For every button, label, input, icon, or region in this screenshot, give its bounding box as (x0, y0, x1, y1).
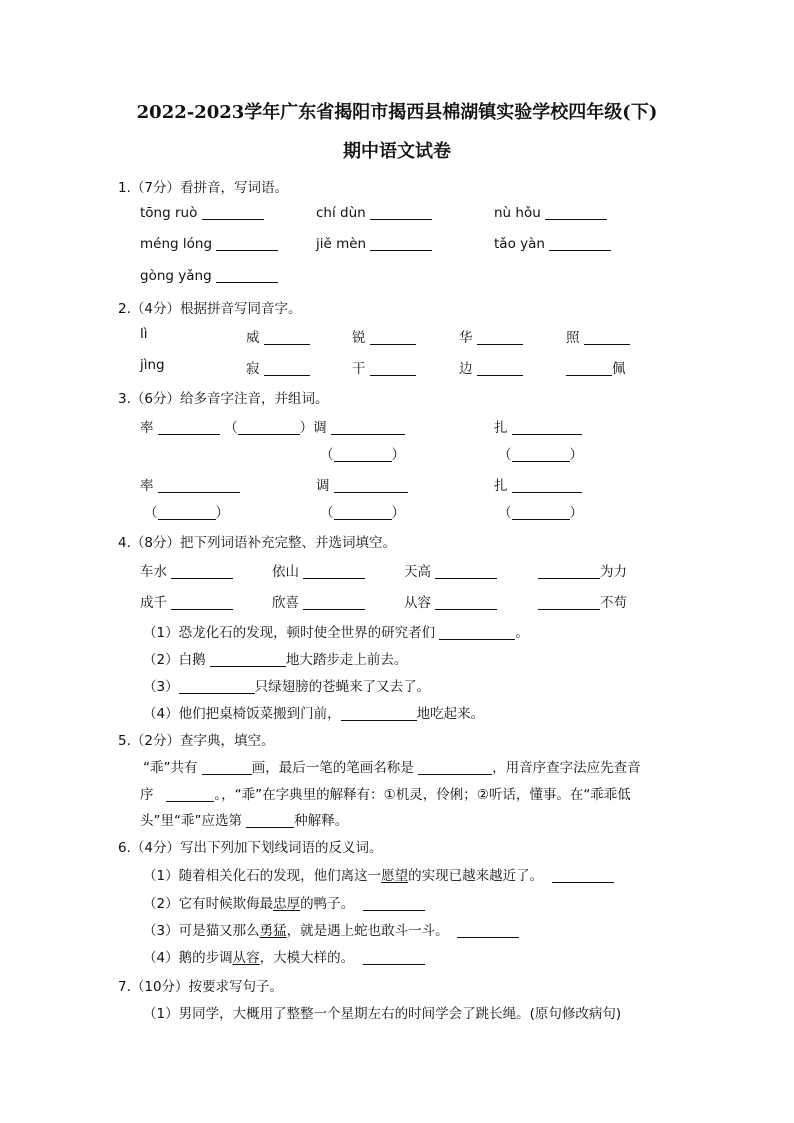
answer-blank[interactable] (370, 237, 432, 252)
q1-item-4: méng lóng (140, 236, 278, 252)
answer-blank[interactable] (477, 362, 523, 377)
answer-blank[interactable] (552, 869, 614, 884)
question-4-stem: 4.（8分）把下列词语补充完整、并选词填空。 (118, 535, 396, 551)
answer-blank[interactable] (370, 206, 432, 221)
answer-blank[interactable] (334, 448, 392, 463)
q3-char-za: 扎 (494, 474, 582, 494)
q3-paren: （ ） (144, 505, 229, 521)
answer-blank[interactable] (216, 237, 278, 252)
q1-item-6: tǎo yàn (494, 236, 611, 252)
answer-blank[interactable] (418, 761, 492, 776)
question-3-stem: 3.（6分）给多音字注音，并组词。 (118, 391, 329, 407)
answer-blank[interactable] (166, 788, 214, 803)
answer-blank[interactable] (477, 331, 523, 346)
question-6-stem: 6.（4分）写出下列加下划线词语的反义词。 (118, 840, 383, 856)
q4-idiom: 天高 (404, 560, 497, 580)
answer-blank[interactable] (545, 206, 607, 221)
q2-row1-item: 照 (566, 326, 630, 346)
q4-sentence-4: （4）他们把桌椅饭菜搬到门前， 地吃起来。 (143, 706, 485, 722)
q1-item-1: tōng ruò (140, 205, 264, 221)
q5-line-3: 头”里“乖”应选第 种解释。 (140, 813, 349, 829)
exam-title-line2: 期中语文试卷 (343, 141, 451, 162)
answer-blank[interactable] (303, 596, 365, 611)
q6-sentence-3: （3）可是猫又那么勇猛，就是遇上蛇也敢斗一斗。 (143, 919, 519, 939)
q2-row2-item: 边 (459, 357, 523, 377)
answer-blank[interactable] (171, 596, 233, 611)
answer-blank[interactable] (210, 653, 286, 668)
q2-row2-item: 干 (352, 357, 416, 377)
q1-item-3: nù hǒu (494, 205, 607, 221)
q7-sentence-1: （1）男同学，大概用了整整一个星期左右的时间学会了跳长绳。(原句修改病句) (143, 1006, 622, 1022)
answer-blank[interactable] (202, 206, 264, 221)
answer-blank[interactable] (363, 951, 425, 966)
q6-sentence-1: （1）随着相关化石的发现，他们离这一愿望的实现已越来越近了。 (143, 864, 614, 884)
answer-blank[interactable] (171, 565, 233, 580)
answer-blank[interactable] (334, 506, 392, 521)
answer-blank[interactable] (331, 421, 405, 436)
q5-line-2: 序 。，“乖”在字典里的解释有：①机灵，伶俐；②听话，懂事。在“乖乖低 (140, 787, 631, 803)
question-7-stem: 7.（10分）按要求写句子。 (118, 979, 284, 995)
q2-row2-item: 佩 (566, 357, 626, 377)
q4-idiom: 不苟 (538, 591, 627, 611)
answer-blank[interactable] (202, 761, 252, 776)
question-2-stem: 2.（4分）根据拼音写同音字。 (118, 301, 302, 317)
q4-idiom: 成千 (140, 591, 233, 611)
q2-pinyin-li: lì (140, 326, 148, 342)
answer-blank[interactable] (216, 269, 278, 284)
answer-blank[interactable] (512, 479, 582, 494)
q4-idiom: 依山 (272, 560, 365, 580)
q2-row1-item: 锐 (352, 326, 416, 346)
answer-blank[interactable] (370, 331, 416, 346)
q1-item-7: gòng yǎng (140, 268, 278, 284)
q3-paren: （ ） (498, 447, 583, 463)
q3-paren: （ ） (498, 505, 583, 521)
answer-blank[interactable] (334, 479, 408, 494)
q6-sentence-4: （4）鹅的步调从容，大模大样的。 (143, 946, 425, 966)
q2-row1-item: 华 (459, 326, 523, 346)
answer-blank[interactable] (512, 448, 570, 463)
answer-blank[interactable] (584, 331, 630, 346)
q2-pinyin-jing: jìng (140, 357, 165, 373)
answer-blank[interactable] (303, 565, 365, 580)
answer-blank[interactable] (370, 362, 416, 377)
answer-blank[interactable] (538, 565, 600, 580)
q3-char-shuai: 率 (140, 474, 240, 494)
answer-blank[interactable] (457, 924, 519, 939)
answer-blank[interactable] (566, 362, 612, 377)
answer-blank[interactable] (549, 237, 611, 252)
q1-item-5: jiě mèn (316, 236, 432, 252)
answer-blank[interactable] (435, 596, 497, 611)
q6-sentence-2: （2）它有时候欺侮最忠厚的鸭子。 (143, 892, 425, 912)
q3-paren: （ ） (320, 447, 405, 463)
q1-item-2: chí dùn (316, 205, 432, 221)
q5-line-1: “乖”共有 画，最后一笔的笔画名称是 ，用音序查字法应先查音 (143, 760, 641, 776)
q4-idiom: 为力 (538, 560, 627, 580)
answer-blank[interactable] (238, 421, 300, 436)
answer-blank[interactable] (179, 680, 255, 695)
answer-blank[interactable] (435, 565, 497, 580)
answer-blank[interactable] (246, 814, 294, 829)
q4-sentence-2: （2）白鹅 地大踏步走上前去。 (143, 652, 408, 668)
answer-blank[interactable] (512, 506, 570, 521)
answer-blank[interactable] (158, 421, 220, 436)
answer-blank[interactable] (264, 362, 310, 377)
q2-row1-item: 威 (246, 326, 310, 346)
exam-title-line1: 2022-2023学年广东省揭阳市揭西县棉湖镇实验学校四年级(下) (136, 102, 658, 123)
answer-blank[interactable] (341, 707, 417, 722)
question-1-stem: 1.（7分）看拼音，写词语。 (118, 180, 288, 196)
answer-blank[interactable] (363, 897, 425, 912)
answer-blank[interactable] (439, 626, 515, 641)
answer-blank[interactable] (158, 506, 216, 521)
answer-blank[interactable] (538, 596, 600, 611)
q4-sentence-3: （3） 只绿翅膀的苍蝇来了又去了。 (143, 679, 431, 695)
q3-char-diao: 调 (316, 474, 408, 494)
q4-idiom: 从容 (404, 591, 497, 611)
q3-paren: （ ） (320, 505, 405, 521)
q2-row2-item: 寂 (246, 357, 310, 377)
answer-blank[interactable] (158, 479, 240, 494)
q3-char-lv: 率 （ ）调 (140, 416, 405, 436)
q3-char-zha: 扎 (494, 416, 582, 436)
answer-blank[interactable] (264, 331, 310, 346)
question-5-stem: 5.（2分）查字典，填空。 (118, 733, 275, 749)
q4-idiom: 车水 (140, 560, 233, 580)
q4-sentence-1: （1）恐龙化石的发现，顿时使全世界的研究者们 。 (143, 625, 529, 641)
answer-blank[interactable] (512, 421, 582, 436)
q4-idiom: 欣喜 (272, 591, 365, 611)
